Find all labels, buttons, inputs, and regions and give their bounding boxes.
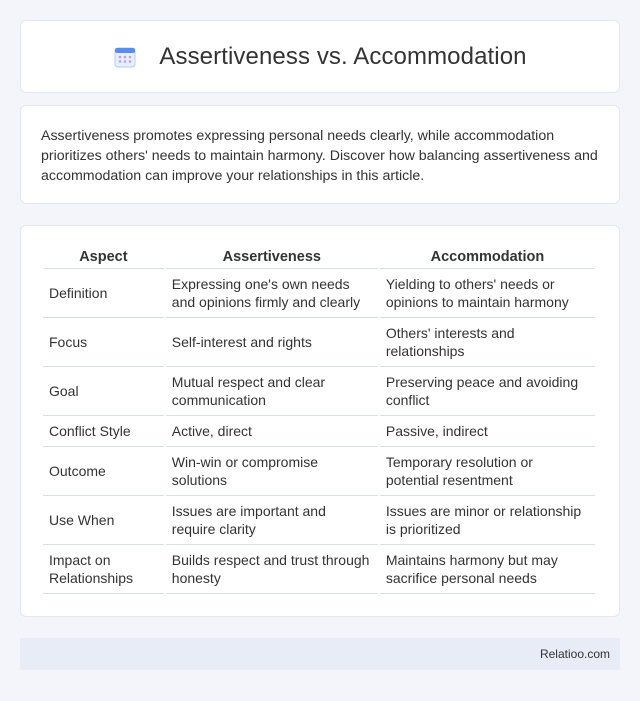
header-assertiveness: Assertiveness (166, 245, 378, 269)
table-cell-aspect: Use When (43, 496, 164, 545)
table-cell-assertiveness: Issues are important and require clarity (166, 496, 378, 545)
table-cell-accommodation: Preserving peace and avoiding conflict (380, 367, 595, 416)
table-cell-aspect: Focus (43, 318, 164, 367)
table-cell-aspect: Outcome (43, 447, 164, 496)
table-cell-accommodation: Others' interests and relationships (380, 318, 595, 367)
title-card (20, 20, 620, 93)
intro-text: Assertiveness promotes expressing personal needs clearly, while accommodation prioritizes others' needs to maintain harmony. Discover how balancing assertiveness and accommodation can improve your relationships in this article. (41, 128, 598, 184)
table-cell-accommodation: Maintains harmony but may sacrifice personal needs (380, 545, 595, 594)
header-aspect: Aspect (43, 245, 164, 269)
comparison-table (41, 245, 597, 594)
table-row (43, 496, 595, 545)
table-cell-accommodation: Temporary resolution or potential resentment (380, 447, 595, 496)
header-accommodation: Accommodation (380, 245, 595, 269)
intro-card (20, 105, 620, 204)
table-cell-aspect: Impact on Relationships (43, 545, 164, 594)
footer-brand: Relatioo.com (539, 647, 610, 661)
table-row (43, 269, 595, 318)
table-row (43, 545, 595, 594)
comparison-table-card (20, 225, 620, 617)
table-cell-aspect: Goal (43, 367, 164, 416)
table-cell-assertiveness: Win-win or compromise solutions (166, 447, 378, 496)
table-row (43, 318, 595, 367)
table-cell-assertiveness: Self-interest and rights (166, 318, 378, 367)
page-title: Assertiveness vs. Accommodation (159, 42, 527, 70)
table-cell-assertiveness: Expressing one's own needs and opinions firmly and clearly (166, 269, 378, 318)
table-cell-aspect: Conflict Style (43, 416, 164, 447)
table-row (43, 416, 595, 447)
table-cell-accommodation: Issues are minor or relationship is prioritized (380, 496, 595, 545)
table-cell-aspect: Definition (43, 269, 164, 318)
table-row (43, 447, 595, 496)
table-row (43, 367, 595, 416)
table-cell-assertiveness: Builds respect and trust through honesty (166, 545, 378, 594)
table-cell-accommodation: Yielding to others' needs or opinions to maintain harmony (380, 269, 595, 318)
table-cell-assertiveness: Active, direct (166, 416, 378, 447)
table-cell-accommodation: Passive, indirect (380, 416, 595, 447)
table-cell-assertiveness: Mutual respect and clear communication (166, 367, 378, 416)
table-header-row (43, 245, 595, 269)
calendar-icon (113, 45, 137, 69)
footer (20, 638, 620, 670)
